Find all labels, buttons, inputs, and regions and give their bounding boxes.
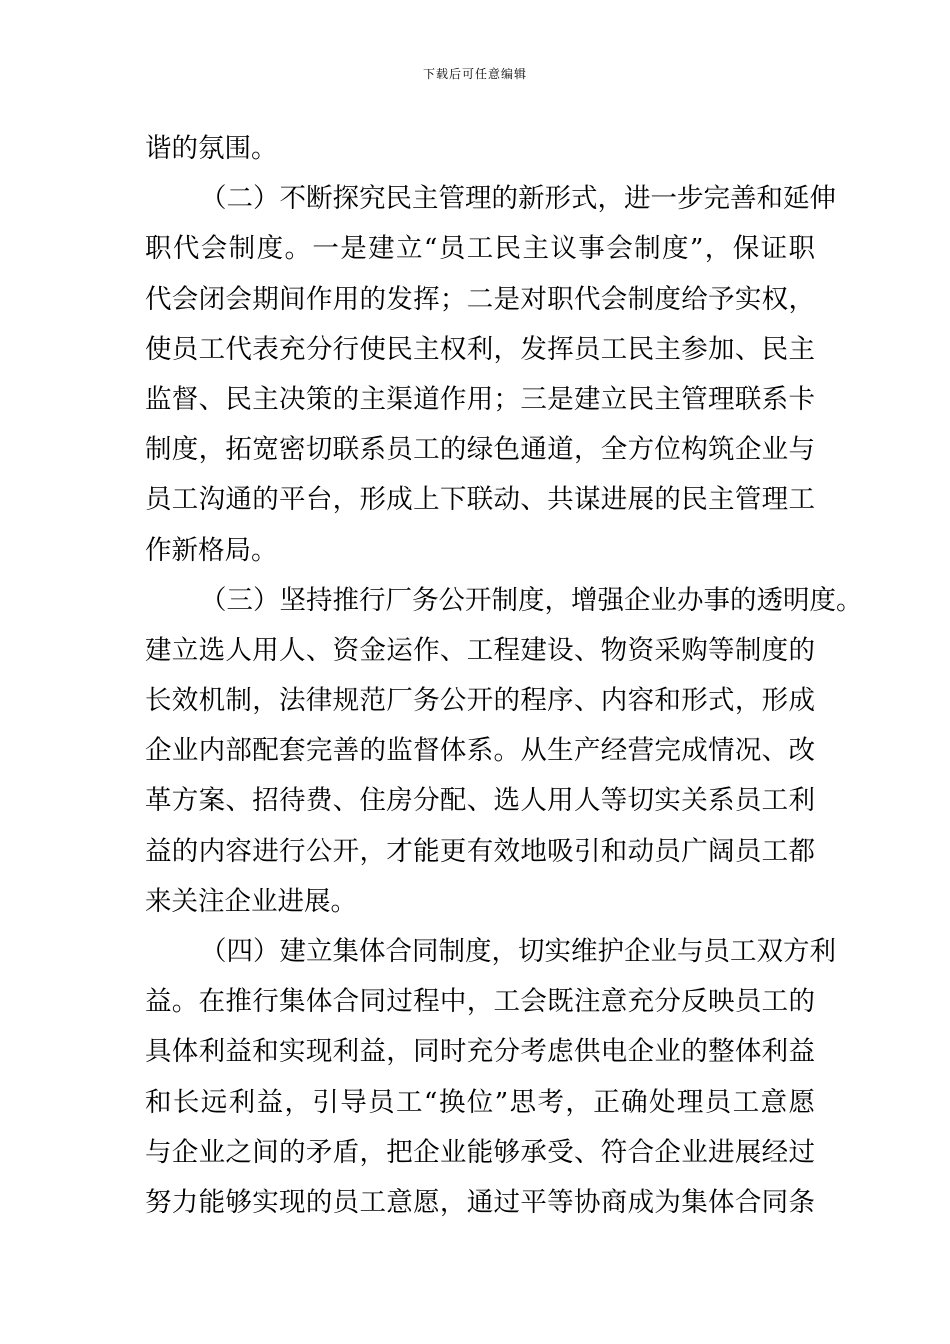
text-line: 具体利益和实现利益，同时充分考虑供电企业的整体利益 bbox=[145, 1036, 815, 1068]
paragraph-start-line: （二）不断探究民主管理的新形式，进一步完善和延伸 bbox=[200, 183, 836, 215]
text-line: 谐的氛围。 bbox=[145, 133, 278, 164]
paragraph-start-line: （四）建立集体合同制度，切实维护企业与员工双方利 bbox=[200, 936, 836, 967]
text-line: 益的内容进行公开，才能更有效地吸引和动员广阔员工都 bbox=[145, 835, 815, 867]
text-line: 制度，拓宽密切联系员工的绿色通道，全方位构筑企业与 bbox=[145, 434, 815, 466]
text-line: 企业内部配套完善的监督体系。从生产经营完成情况、改 bbox=[145, 735, 815, 767]
text-line: 革方案、招待费、住房分配、选人用人等切实关系员工利 bbox=[145, 785, 815, 817]
document-body bbox=[145, 124, 863, 1228]
paragraph-start-line: （三）坚持推行厂务公开制度，增强企业办事的透明度。 bbox=[200, 584, 863, 616]
text-line: 监督、民主决策的主渠道作用；三是建立民主管理联系卡 bbox=[145, 383, 815, 415]
text-line: 作新格局。 bbox=[145, 534, 278, 566]
text-line: 使员工代表充分行使民主权利，发挥员工民主参加、民主 bbox=[145, 333, 815, 365]
page-header-note: 下载后可任意编辑 bbox=[422, 67, 527, 81]
text-line: 代会闭会期间作用的发挥；二是对职代会制度给予实权， bbox=[145, 283, 815, 315]
text-line: 长效机制，法律规范厂务公开的程序、内容和形式，形成 bbox=[145, 685, 815, 717]
text-line: 努力能够实现的员工意愿，通过平等协商成为集体合同条 bbox=[145, 1186, 815, 1218]
text-line: 来关注企业进展。 bbox=[145, 885, 357, 917]
text-line: 建立选人用人、资金运作、工程建设、物资采购等制度的 bbox=[145, 634, 815, 666]
text-line: 与企业之间的矛盾，把企业能够承受、符合企业进展经过 bbox=[145, 1136, 815, 1168]
text-line: 益。在推行集体合同过程中，工会既注意充分反映员工的 bbox=[145, 986, 815, 1018]
text-line: 和长远利益，引导员工“换位”思考，正确处理员工意愿 bbox=[145, 1086, 815, 1118]
text-line: 职代会制度。一是建立“员工民主议事会制度”，保证职 bbox=[145, 233, 815, 265]
text-line: 员工沟通的平台，形成上下联动、共谋进展的民主管理工 bbox=[145, 484, 815, 516]
